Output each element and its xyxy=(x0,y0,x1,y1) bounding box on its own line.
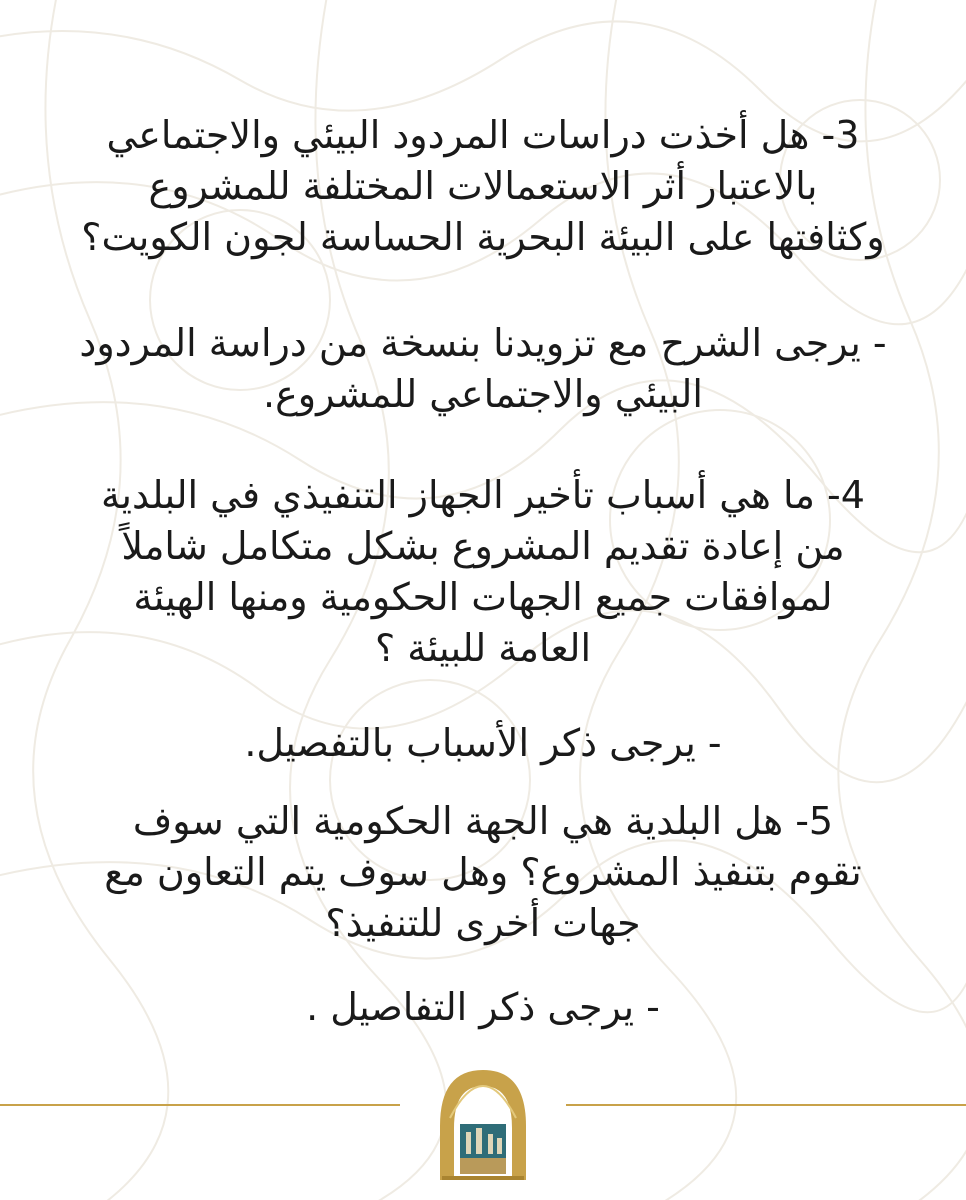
question-3-line-2: بالاعتبار أثر الاستعمالات المختلفة للمشروع xyxy=(148,164,818,208)
question-5-line-1: 5- هل البلدية هي الجهة الحكومية التي سوف xyxy=(132,799,834,843)
question-4-line-1: 4- ما هي أسباب تأخير الجهاز التنفيذي في البلدية xyxy=(101,473,865,517)
question-3-line-3: وكثافتها على البيئة البحرية الحساسة لجون الكويت؟ xyxy=(81,215,885,259)
question-5 xyxy=(0,796,966,949)
answer-5-line-1: - يرجى ذكر التفاصيل . xyxy=(306,985,660,1029)
question-4-line-4: العامة للبيئة ؟ xyxy=(374,626,592,670)
answer-5 xyxy=(0,982,966,1033)
arch-emblem-icon xyxy=(420,1058,546,1184)
question-4 xyxy=(0,470,966,674)
answer-4 xyxy=(0,718,966,769)
answer-4-line-1: - يرجى ذكر الأسباب بالتفصيل. xyxy=(244,721,722,765)
question-5-line-3: جهات أخرى للتنفيذ؟ xyxy=(325,901,641,945)
question-4-line-2: من إعادة تقديم المشروع بشكل متكامل شاملاً xyxy=(121,524,845,568)
answer-3 xyxy=(0,318,966,420)
question-3-line-1: 3- هل أخذت دراسات المردود البيئي والاجتماعي xyxy=(106,113,860,157)
question-5-line-2: تقوم بتنفيذ المشروع؟ وهل سوف يتم التعاون مع xyxy=(104,850,862,894)
footer-divider-right xyxy=(566,1104,966,1106)
answer-3-line-1: - يرجى الشرح مع تزويدنا بنسخة من دراسة المردود xyxy=(79,321,887,365)
answer-3-line-2: البيئي والاجتماعي للمشروع. xyxy=(263,372,703,416)
footer-divider-left xyxy=(0,1104,400,1106)
question-4-line-3: لموافقات جميع الجهات الحكومية ومنها الهيئة xyxy=(133,575,833,619)
question-3 xyxy=(0,110,966,263)
